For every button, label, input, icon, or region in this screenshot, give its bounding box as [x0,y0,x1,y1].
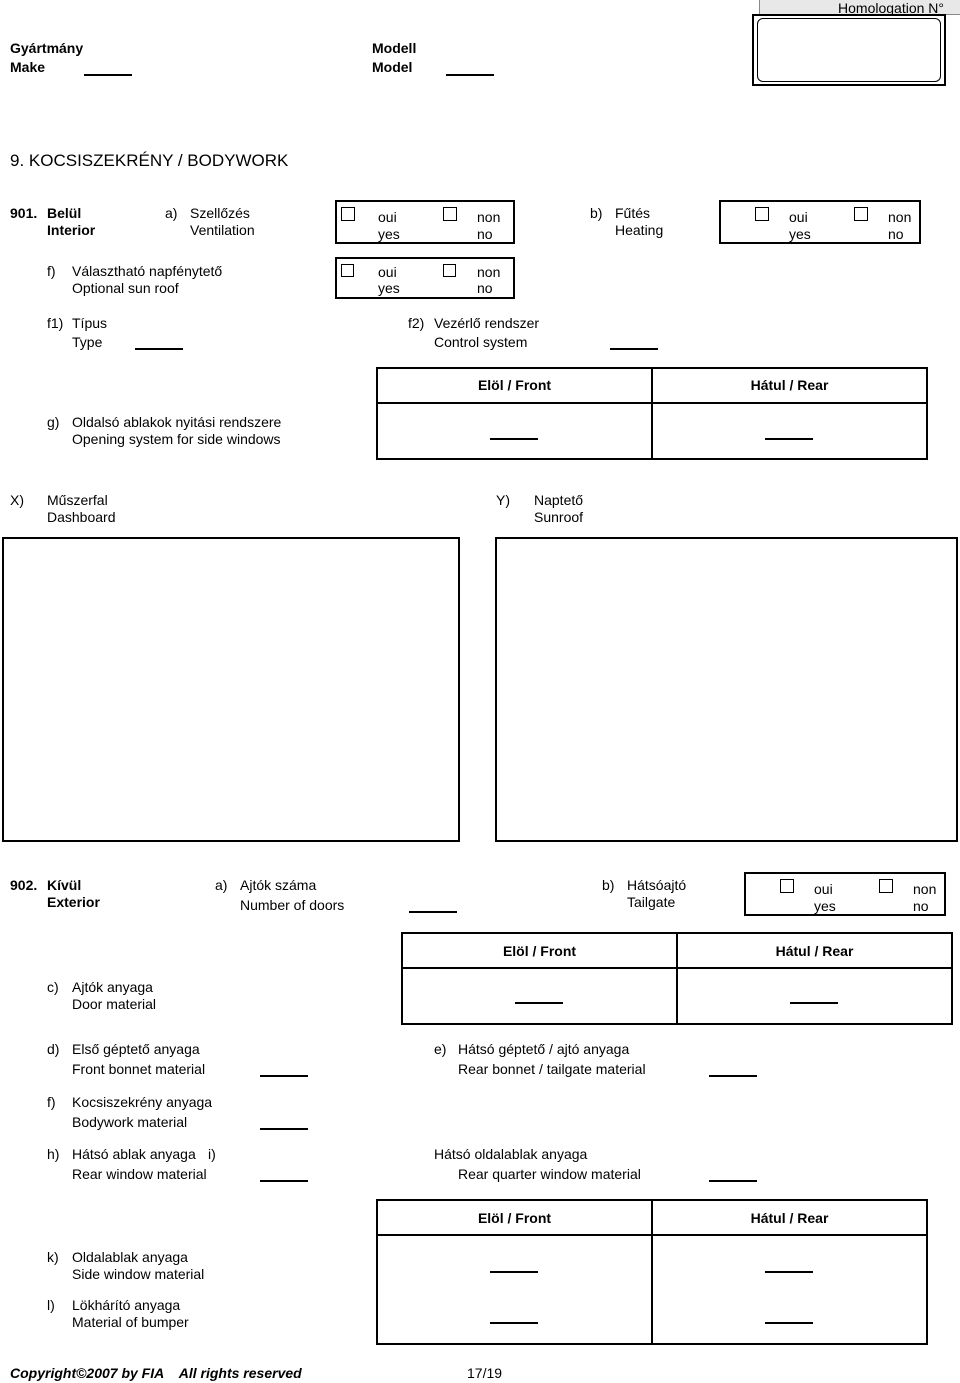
no-label-fr: non [888,209,912,225]
yes-label-en: yes [814,898,836,914]
bodywork-field[interactable] [260,1128,308,1130]
table-divider [376,402,928,404]
tailgate-letter: b) [602,877,615,893]
bodywork-letter: f) [47,1094,56,1110]
front-bonnet-field[interactable] [260,1075,308,1077]
ventilation-no-checkbox[interactable] [443,207,457,221]
yes-label-en: yes [378,280,400,296]
no-label-fr: non [477,209,501,225]
doors-field[interactable] [409,911,457,913]
rear-window-letter: h) [47,1146,60,1162]
doors-label-en: Number of doors [240,897,345,913]
rear-quarter-window-label-en: Rear quarter window material [458,1166,641,1182]
no-label-en: no [477,280,493,296]
rear-quarter-window-letter: i) [208,1146,216,1162]
door-material-label-en: Door material [72,996,157,1012]
interior-label-en: Interior [47,222,96,238]
make-label-en: Make [10,59,46,75]
rear-window-label-en: Rear window material [72,1166,207,1182]
dashboard-letter: X) [10,492,24,508]
item-902-number: 902. [10,877,38,893]
sunroof-photo-label-en: Sunroof [534,509,584,525]
bodywork-label-hu: Kocsiszekrény anyaga [72,1094,213,1110]
copyright: Copyright©2007 by FIA All rights reserved [10,1365,302,1381]
door-material-letter: c) [47,979,59,995]
doors-label-hu: Ajtók száma [240,877,317,893]
tailgate-label-hu: Hátsóajtó [627,877,687,893]
exterior-label-hu: Kívül [47,877,82,893]
side-windows-rear-field[interactable] [765,438,813,440]
model-field[interactable] [446,74,494,76]
yes-label-fr: oui [378,209,397,225]
door-material-rear-field[interactable] [790,1002,838,1004]
bumper-material-label-en: Material of bumper [72,1314,189,1330]
sunroof-control-label-en: Control system [434,334,528,350]
table-divider [376,1234,928,1236]
exterior-label-en: Exterior [47,894,100,910]
front-bonnet-label-hu: Első géptető anyaga [72,1041,200,1057]
sunroof-no-checkbox[interactable] [443,264,456,277]
doors-letter: a) [215,877,228,893]
rear-window-field[interactable] [260,1180,308,1182]
table-divider [401,967,953,969]
side-window-material-letter: k) [47,1249,59,1265]
heating-label-en: Heating [615,222,664,238]
sunroof-control-letter: f2) [408,315,425,331]
rear-header: Hátul / Rear [750,1210,829,1226]
model-label-hu: Modell [372,40,417,56]
sunroof-label-en: Optional sun roof [72,280,179,296]
no-label-fr: non [477,264,501,280]
heating-letter: b) [590,205,603,221]
yes-label-fr: oui [814,881,833,897]
sunroof-label-hu: Választható napfénytető [72,263,223,279]
dashboard-photo-area[interactable] [2,537,460,842]
item-901-number: 901. [10,205,38,221]
homologation-number-frame [757,18,941,82]
bodywork-label-en: Bodywork material [72,1114,188,1130]
door-material-label-hu: Ajtók anyaga [72,979,153,995]
front-header: Elöl / Front [477,1210,552,1226]
side-windows-label-en: Opening system for side windows [72,431,281,447]
tailgate-yes-checkbox[interactable] [780,879,794,893]
side-windows-letter: g) [47,414,60,430]
no-label-en: no [477,226,493,242]
heating-label-hu: Fűtés [615,205,651,221]
heating-yes-checkbox[interactable] [755,207,769,221]
side-windows-front-field[interactable] [490,438,538,440]
tailgate-no-checkbox[interactable] [879,879,893,893]
bumper-material-letter: l) [47,1297,55,1313]
yes-label-en: yes [378,226,400,242]
page-number: 17/19 [467,1365,503,1381]
yes-label-fr: oui [378,264,397,280]
rear-bonnet-label-hu: Hátsó géptető / ajtó anyaga [458,1041,630,1057]
interior-label-hu: Belül [47,205,82,221]
door-material-front-field[interactable] [515,1002,563,1004]
no-label-en: no [888,226,904,242]
sunroof-yes-checkbox[interactable] [341,264,354,277]
sunroof-control-field[interactable] [610,348,658,350]
rear-bonnet-letter: e) [434,1041,447,1057]
side-window-material-front-field[interactable] [490,1271,538,1273]
ventilation-yes-checkbox[interactable] [341,207,355,221]
yes-label-en: yes [789,226,811,242]
sunroof-type-letter: f1) [47,315,64,331]
sunroof-photo-label-hu: Naptető [534,492,584,508]
front-bonnet-letter: d) [47,1041,60,1057]
sunroof-photo-letter: Y) [496,492,510,508]
bumper-material-rear-field[interactable] [765,1322,813,1324]
rear-quarter-window-label-hu: Hátsó oldalablak anyaga [434,1146,588,1162]
ventilation-letter: a) [165,205,178,221]
sunroof-type-label-en: Type [72,334,103,350]
homologation-label: Homologation N° [838,0,944,16]
side-window-material-rear-field[interactable] [765,1271,813,1273]
bumper-material-front-field[interactable] [490,1322,538,1324]
heating-no-checkbox[interactable] [854,207,868,221]
model-label-en: Model [372,59,413,75]
make-field[interactable] [84,74,132,76]
dashboard-label-en: Dashboard [47,509,116,525]
sunroof-control-label-hu: Vezérlő rendszer [434,315,540,331]
side-window-material-label-hu: Oldalablak anyaga [72,1249,188,1265]
rear-window-label-hu: Hátsó ablak anyaga [72,1146,196,1162]
rear-quarter-window-field[interactable] [709,1180,757,1182]
front-bonnet-label-en: Front bonnet material [72,1061,206,1077]
sunroof-photo-area[interactable] [495,537,958,842]
tailgate-label-en: Tailgate [627,894,676,910]
dashboard-label-hu: Műszerfal [47,492,108,508]
ventilation-label-en: Ventilation [190,222,255,238]
section-title: 9. KOCSISZEKRÉNY / BODYWORK [10,151,289,170]
rear-bonnet-label-en: Rear bonnet / tailgate material [458,1061,646,1077]
front-header: Elöl / Front [502,943,577,959]
no-label-en: no [913,898,929,914]
yes-label-fr: oui [789,209,808,225]
rear-bonnet-field[interactable] [709,1075,757,1077]
no-label-fr: non [913,881,937,897]
sunroof-type-label-hu: Típus [72,315,108,331]
make-label-hu: Gyártmány [10,40,84,56]
sunroof-letter: f) [47,263,56,279]
ventilation-label-hu: Szellőzés [190,205,250,221]
bumper-material-label-hu: Lökhárító anyaga [72,1297,181,1313]
sunroof-type-field[interactable] [135,348,183,350]
side-windows-label-hu: Oldalsó ablakok nyitási rendszere [72,414,282,430]
front-header: Elöl / Front [477,377,552,393]
rear-header: Hátul / Rear [775,943,854,959]
rear-header: Hátul / Rear [750,377,829,393]
side-window-material-label-en: Side window material [72,1266,205,1282]
